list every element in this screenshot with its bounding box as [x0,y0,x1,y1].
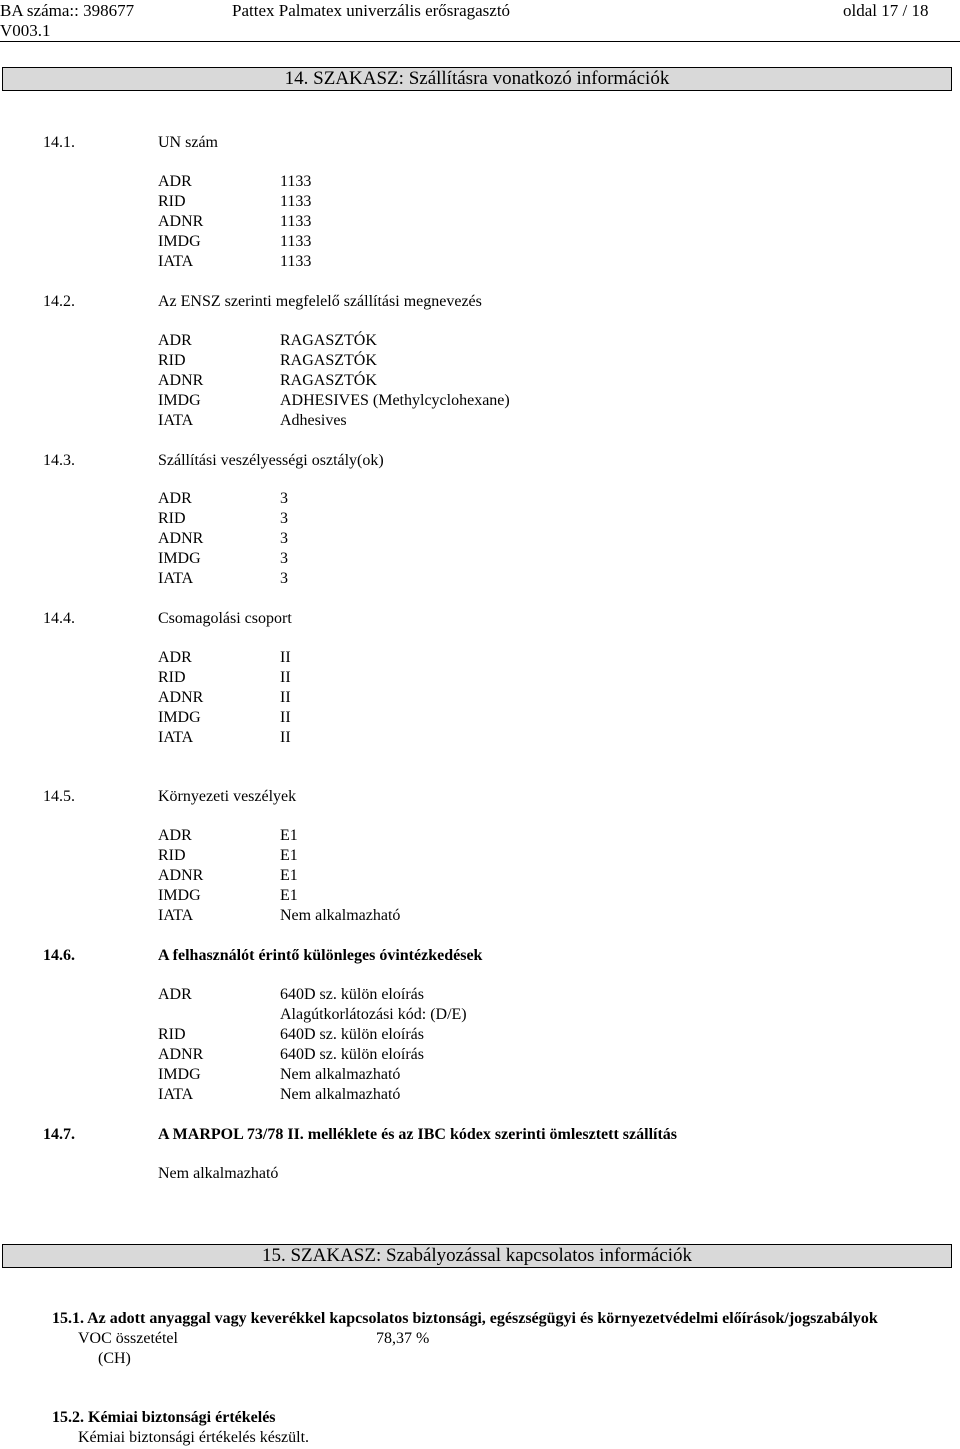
mode-value: RAGASZTÓK [280,372,377,389]
subsection-number: 14.2. [43,293,75,310]
mode-value: 1133 [280,173,312,190]
mode-label: ADR [158,986,192,1003]
subsection-number: 14.6. [43,947,75,964]
mode-value: 3 [280,530,288,547]
mode-label: ADNR [158,1046,204,1063]
mode-value: II [280,729,291,746]
mode-value: 3 [280,490,288,507]
page-number: oldal 17 / 18 [843,1,929,20]
subsection-15-1-title: 15.1. Az adott anyaggal vagy keverékkel kapcsolatos biztonsági, egészségügyi és környezetvédelmi előírások/jogszabályok [52,1310,878,1327]
mode-label: IMDG [158,1066,201,1083]
marpol-value: Nem alkalmazható [158,1165,279,1182]
mode-value: E1 [280,847,298,864]
mode-label: IATA [158,1086,194,1103]
subsection-title: Az ENSZ szerinti megfelelő szállítási megnevezés [158,293,482,310]
mode-value: 3 [280,550,288,567]
section-14-banner: 14. SZAKASZ: Szállításra vonatkozó információk [2,67,952,91]
mode-value: II [280,689,291,706]
product-name: Pattex Palmatex univerzális erősragasztó [232,1,511,20]
mode-label: IMDG [158,709,201,726]
mode-value: Nem alkalmazható [280,1066,401,1083]
mode-label: ADR [158,332,192,349]
mode-value: RAGASZTÓK [280,352,377,369]
mode-value: Nem alkalmazható [280,907,401,924]
mode-label: IATA [158,907,194,924]
mode-label: IATA [158,570,194,587]
mode-value: ADHESIVES (Methylcyclohexane) [280,392,510,409]
subsection-number: 14.1. [43,134,75,151]
mode-label: RID [158,669,186,686]
mode-label: RID [158,1026,186,1043]
mode-label: IMDG [158,887,201,904]
doc-version: V003.1 [0,21,51,40]
mode-value: 640D sz. külön eloírás [280,1046,424,1063]
chem-safety-text: Kémiai biztonsági értékelés készült. [78,1429,310,1446]
mode-label: ADR [158,173,192,190]
mode-value: E1 [280,887,298,904]
mode-label: ADNR [158,213,204,230]
subsection-title: A MARPOL 73/78 II. melléklete és az IBC kódex szerinti ömlesztett szállítás [158,1126,678,1143]
voc-label-sub: (CH) [98,1350,131,1367]
mode-label: RID [158,510,186,527]
mode-value: Alagútkorlátozási kód: (D/E) [280,1006,467,1023]
mode-label: RID [158,847,186,864]
mode-value: II [280,669,291,686]
mode-label: IMDG [158,392,201,409]
mode-label: ADNR [158,372,204,389]
mode-value: 3 [280,570,288,587]
mode-label: RID [158,193,186,210]
mode-label: ADNR [158,530,204,547]
subsection-15-2-title: 15.2. Kémiai biztonsági értékelés [52,1409,276,1426]
mode-value: II [280,649,291,666]
mode-label: IMDG [158,233,201,250]
subsection-title: Környezeti veszélyek [158,788,297,805]
header-divider [0,41,960,42]
mode-value: Nem alkalmazható [280,1086,401,1103]
mode-label: ADR [158,827,192,844]
mode-label: IATA [158,729,194,746]
mode-value: RAGASZTÓK [280,332,377,349]
mode-label: ADNR [158,689,204,706]
subsection-title: Szállítási veszélyességi osztály(ok) [158,452,384,469]
subsection-number: 14.7. [43,1126,75,1143]
section-15-banner: 15. SZAKASZ: Szabályozással kapcsolatos információk [2,1244,952,1268]
mode-label: IATA [158,253,194,270]
mode-value: 3 [280,510,288,527]
mode-label: RID [158,352,186,369]
subsection-title: Csomagolási csoport [158,610,292,627]
subsection-title: UN szám [158,134,218,151]
subsection-title: A felhasználót érintő különleges óvintézkedések [158,947,483,964]
mode-value: 1133 [280,213,312,230]
subsection-number: 14.4. [43,610,75,627]
doc-number: BA száma:: 398677 [0,1,135,20]
mode-value: E1 [280,867,298,884]
voc-value: 78,37 % [376,1330,430,1347]
mode-value: E1 [280,827,298,844]
mode-label: ADR [158,649,192,666]
mode-label: ADNR [158,867,204,884]
mode-value: 1133 [280,253,312,270]
voc-label: VOC összetétel [78,1330,178,1347]
mode-label: IATA [158,412,194,429]
mode-value: 640D sz. külön eloírás [280,986,424,1003]
mode-label: IMDG [158,550,201,567]
mode-value: 640D sz. külön eloírás [280,1026,424,1043]
mode-value: 1133 [280,193,312,210]
mode-value: 1133 [280,233,312,250]
mode-value: II [280,709,291,726]
mode-label: ADR [158,490,192,507]
subsection-number: 14.5. [43,788,75,805]
subsection-number: 14.3. [43,452,75,469]
mode-value: Adhesives [280,412,347,429]
